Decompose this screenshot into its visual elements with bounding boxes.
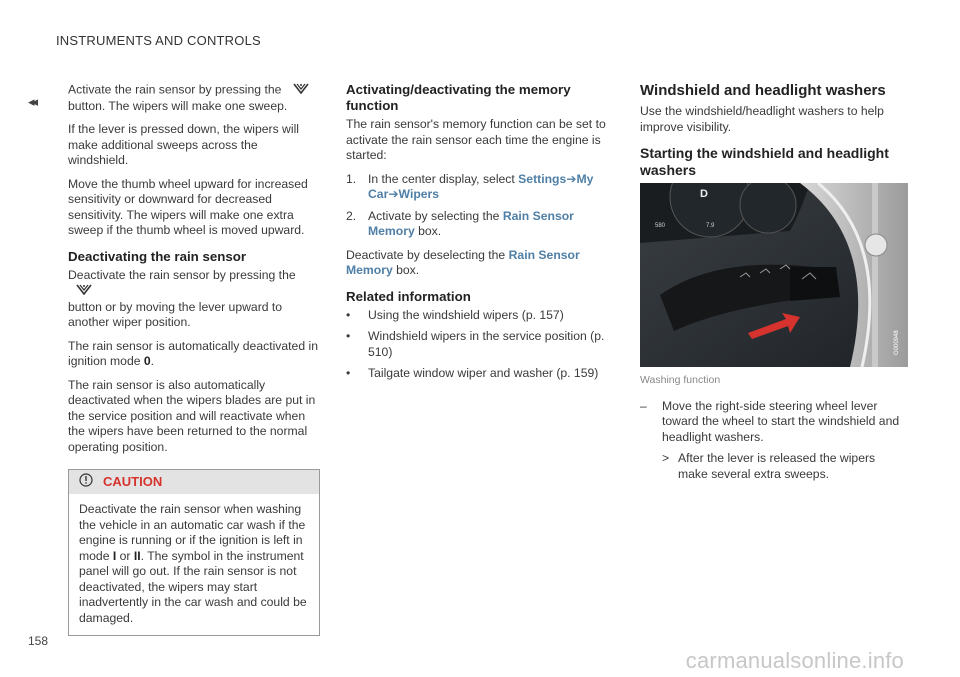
consumption-readout: 7.9 <box>706 223 715 229</box>
step-2: 2. Activate by selecting the Rain Sensor Memory box. <box>346 208 574 238</box>
caution-title: CAUTION <box>103 474 163 490</box>
arrow-icon: ➔ <box>566 171 577 186</box>
related-link[interactable]: • Tailgate window wiper and washer (p. 159) <box>346 366 599 380</box>
related-link[interactable]: • Windshield wipers in the service position (p. 510) <box>346 329 605 359</box>
paragraph-memory-intro: The rain sensor's memory function can be set to activate the rain sensor each time the engine is started: <box>346 117 606 162</box>
watermark-footer: carmanualsonline.info <box>685 648 904 673</box>
back-navigation-icon[interactable]: ◂◂ <box>28 94 36 109</box>
heading-memory-function: Activating/deactivating the memory function <box>346 82 571 113</box>
paragraph-deactivate: Deactivate the rain sensor by pressing the button or by moving the lever upward to another wiper position. <box>68 267 296 329</box>
heading-related-information: Related information <box>346 288 471 304</box>
paragraph-auto-deactivate: The rain sensor is automatically deactivated in ignition mode 0. <box>68 338 318 368</box>
paragraph-thumb-wheel: Move the thumb wheel upward for increased sensitivity or downward for decreased sensitivity. The wipers will make one extra sweep if the thumb wheel is moved upward. <box>68 176 308 237</box>
column-rain-sensor <box>68 82 320 636</box>
menu-path-settings[interactable]: Settings <box>518 171 567 186</box>
column-memory-function <box>346 82 608 388</box>
caution-icon <box>79 473 93 492</box>
washer-lever-illustration <box>640 183 908 367</box>
rain-sensor-icon <box>293 82 309 99</box>
page-number: 158 <box>28 634 49 648</box>
paragraph-lever-down: If the lever is pressed down, the wipers will make additional sweeps across the windshield. <box>68 122 299 167</box>
instruction-item: – Move the right-side steering wheel lever toward the wheel to start the windshield and headlight washers. <box>640 398 900 444</box>
paragraph-activate: Activate the rain sensor by pressing the button. The wipers will make one sweep. <box>68 82 320 114</box>
rain-sensor-icon <box>76 283 92 300</box>
gear-indicator: D <box>700 188 708 200</box>
paragraph-deselect: Deactivate by deselecting the Rain Sensor Memory box. <box>346 247 580 277</box>
column-washers <box>640 82 908 482</box>
caution-box <box>68 469 320 636</box>
rain-sensor-memory-option[interactable]: Rain Sensor Memory <box>368 208 574 238</box>
paragraph-service-position: The rain sensor is also automatically deactivated when the wipers blades are put in the service position and will reactivate when the wipers have been returned to the normal operating position. <box>68 377 316 454</box>
paragraph-washers-intro: Use the windshield/headlight washers to help improve visibility. <box>640 104 884 134</box>
heading-starting-washers: Starting the windshield and headlight washers <box>640 145 889 178</box>
rain-sensor-memory-option[interactable]: Rain Sensor Memory <box>346 247 580 277</box>
arrow-icon: ➔ <box>388 187 399 201</box>
figure-caption: Washing function <box>640 374 721 386</box>
step-1: 1. In the center display, select Settings➔My Car➔Wipers <box>346 171 594 201</box>
heading-washers: Windshield and headlight washers <box>640 82 886 99</box>
menu-path-wipers[interactable]: Wipers <box>398 187 440 201</box>
caution-header <box>69 470 319 494</box>
caution-text: Deactivate the rain sensor when washing the vehicle in an automatic car wash if the engine is running or if the ignition is left in mode I or II. The symbol in the instrument panel will go out. If the rain sensor is not deactivated, the wipers may start inadvertently in the car wash and could be damaged. <box>79 502 307 625</box>
heading-deactivating: Deactivating the rain sensor <box>68 248 247 264</box>
related-links-list <box>346 308 608 382</box>
figure-code: G000948 <box>894 330 900 355</box>
range-readout: 580 <box>655 223 666 229</box>
section-header: INSTRUMENTS AND CONTROLS <box>56 33 261 48</box>
result-item: > After the lever is released the wipers make several extra sweeps. <box>662 451 876 481</box>
menu-path-my-car[interactable]: My Car <box>368 171 594 201</box>
related-link[interactable]: • Using the windshield wipers (p. 157) <box>346 307 564 322</box>
